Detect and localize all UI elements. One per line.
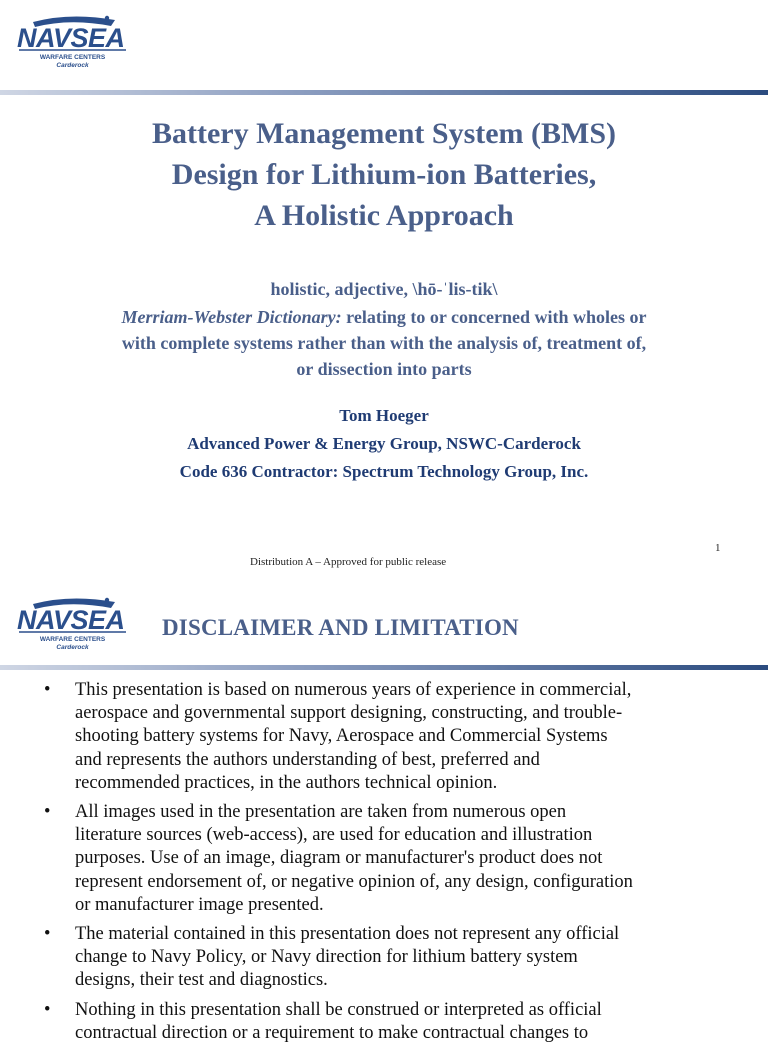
header-rule <box>0 665 768 670</box>
title-line: A Holistic Approach <box>254 199 514 232</box>
bullet-line: designs, their test and diagnostics. <box>75 970 328 991</box>
bullet-line: literature sources (web-access), are used for education and illustration <box>75 825 593 846</box>
definition-line: or dissection into parts <box>296 359 472 379</box>
logo-subtitle: WARFARE CENTERS <box>39 636 106 643</box>
bullet-line: All images used in the presentation are taken from numerous open <box>75 802 567 823</box>
bullet-line: Nothing in this presentation shall be construed or interpreted as official <box>75 999 602 1020</box>
navsea-logo <box>15 14 130 72</box>
bullet-line: recommended practices, in the authors technical opinion. <box>75 772 498 793</box>
navsea-logo <box>15 596 130 654</box>
distribution-statement: Distribution A – Approved for public release <box>250 556 447 568</box>
disclaimer-slide <box>0 582 768 1043</box>
bullet-line: or manufacturer image presented. <box>75 894 324 915</box>
definition-block <box>0 276 768 382</box>
author-contractor: Code 636 Contractor: Spectrum Technology Group, Inc. <box>179 462 589 481</box>
bullet-list <box>0 679 768 1051</box>
logo-subtitle: WARFARE CENTERS <box>39 54 106 61</box>
bullet-item <box>0 999 768 1045</box>
definition-line: with complete systems rather than with the analysis of, treatment of, <box>121 333 647 353</box>
definition-line <box>0 304 768 330</box>
logo-location: Carderock <box>56 62 89 69</box>
bullet-item <box>0 801 768 917</box>
bullet-icon: • <box>44 924 51 945</box>
title-line: Design for Lithium-ion Batteries, <box>171 158 597 191</box>
author-name: Tom Hoeger <box>339 406 429 425</box>
bullet-line: The material contained in this presentation does not represent any official <box>75 924 620 945</box>
bullet-line: aerospace and governmental support designing, constructing, and trouble- <box>75 703 623 724</box>
bullet-line: change to Navy Policy, or Navy direction for lithium battery system <box>75 947 578 968</box>
bullet-line: contractual direction or a requirement to make contractual changes to <box>75 1022 589 1043</box>
definition-text: relating to or concerned with wholes or <box>341 307 647 327</box>
logo-brand: NAVSEA <box>17 605 125 635</box>
bullet-icon: • <box>44 802 51 823</box>
bullet-line: shooting battery systems for Navy, Aerospace and Commercial Systems <box>75 726 608 747</box>
page-number: 1 <box>715 542 721 554</box>
title-line: Battery Management System (BMS) <box>151 117 617 150</box>
bullet-icon: • <box>44 680 51 700</box>
author-block <box>0 402 768 486</box>
slide-title <box>0 113 768 236</box>
bullet-item <box>0 923 768 993</box>
header-rule <box>0 90 768 95</box>
author-group: Advanced Power & Energy Group, NSWC-Carderock <box>187 434 581 453</box>
bullet-line: and represents the authors understanding of best, preferred and <box>75 749 540 770</box>
bullet-line: purposes. Use of an image, diagram or manufacturer's product does not <box>75 848 603 869</box>
definition-headword: holistic, adjective, \hō-ˈlis-tik\ <box>270 279 498 299</box>
logo-brand: NAVSEA <box>17 23 125 53</box>
logo-location: Carderock <box>56 644 89 651</box>
bullet-icon: • <box>44 999 51 1020</box>
bullet-line: This presentation is based on numerous years of experience in commercial, <box>75 680 632 700</box>
bullet-item <box>0 679 768 795</box>
bullet-line: represent endorsement of, or negative opinion of, any design, configuration <box>75 871 633 892</box>
slide-heading: DISCLAIMER AND LIMITATION <box>162 615 519 640</box>
definition-source: Merriam-Webster Dictionary: <box>121 307 342 327</box>
